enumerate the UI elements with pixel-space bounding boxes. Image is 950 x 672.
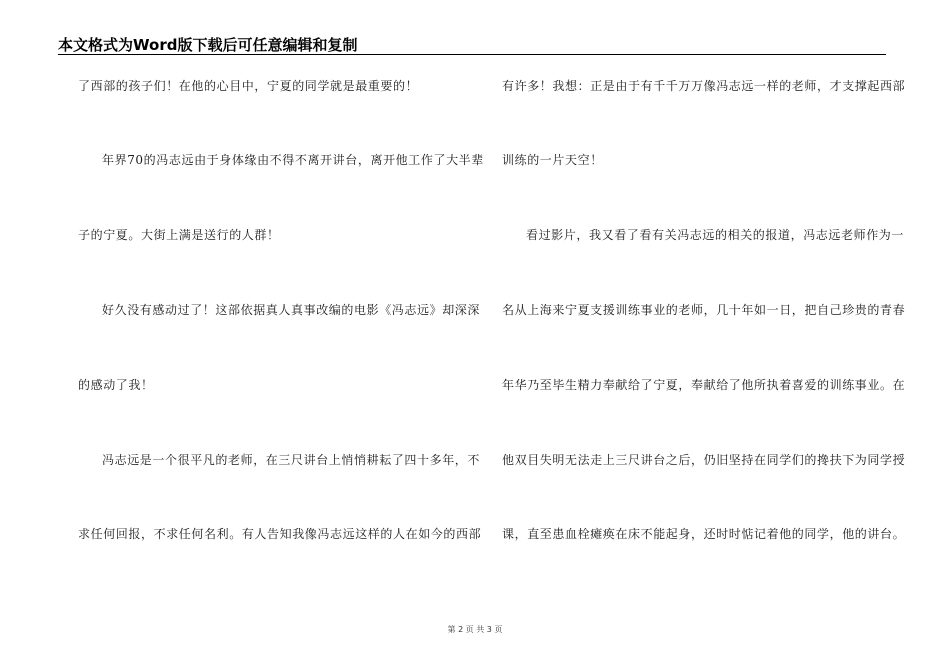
text-line: 他双目失明无法走上三尺讲台之后，仍旧坚持在同学们的搀扶下为同学授 bbox=[502, 453, 906, 467]
header-divider bbox=[58, 54, 886, 55]
text-line: 年华乃至毕生精力奉献给了宁夏，奉献给了他所执着喜爱的训练事业。在 bbox=[502, 378, 906, 392]
text-line: 求任何回报，不求任何名利。有人告知我像冯志远这样的人在如今的西部 bbox=[78, 527, 482, 541]
text-line: 年界70的冯志远由于身体缘由不得不离开讲台，离开他工作了大半辈 bbox=[102, 153, 484, 167]
text-line: 了西部的孩子们！在他的心目中，宁夏的同学就是最重要的！ bbox=[78, 79, 419, 93]
text-line: 训练的一片天空！ bbox=[502, 153, 603, 167]
text-line: 的感动了我！ bbox=[78, 378, 154, 392]
text-line: 有许多！我想：正是由于有千千万万像冯志远一样的老师，才支撑起西部 bbox=[502, 79, 906, 93]
page-number: 第 2 页 共 3 页 bbox=[447, 625, 503, 634]
text-line: 子的宁夏。大街上满是送行的人群！ bbox=[78, 228, 280, 242]
text-line: 看过影片，我又看了看有关冯志远的相关的报道，冯志远老师作为一 bbox=[526, 228, 905, 242]
text-line: 冯志远是一个很平凡的老师，在三尺讲台上悄悄耕耘了四十多年，不 bbox=[102, 453, 481, 467]
text-line: 好久没有感动过了！这部依据真人真事改编的电影《冯志远》却深深 bbox=[102, 303, 481, 317]
document-header-title: 本文格式为Word版下载后可任意编辑和复制 bbox=[58, 36, 358, 54]
text-line: 课，直至患血栓瘫痪在床不能起身，还时时惦记着他的同学，他的讲台。 bbox=[502, 527, 906, 541]
text-line: 名从上海来宁夏支援训练事业的老师，几十年如一日，把自己珍贵的青春 bbox=[502, 303, 906, 317]
